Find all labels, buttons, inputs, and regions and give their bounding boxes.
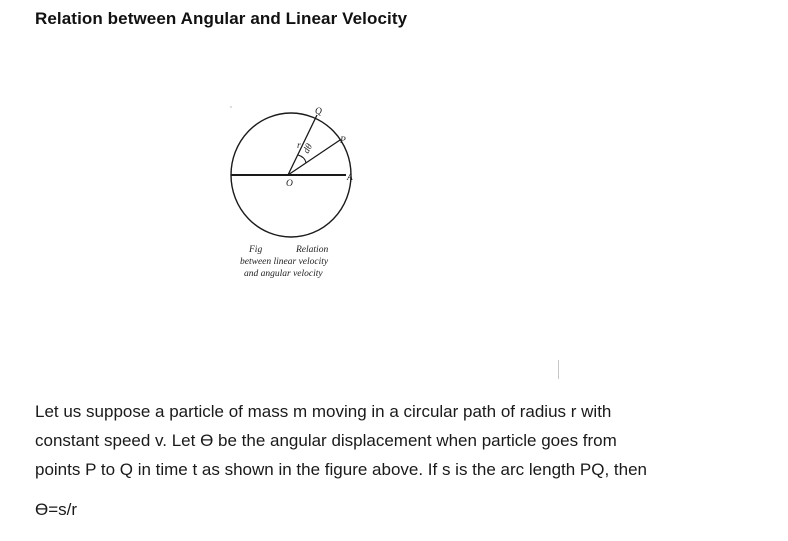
circle-diagram — [222, 100, 372, 285]
label-q: Q — [315, 107, 322, 117]
label-a: A — [347, 173, 353, 183]
text-cursor — [558, 360, 559, 379]
label-o: O — [286, 179, 293, 189]
page-title: Relation between Angular and Linear Velocity — [35, 9, 408, 28]
caption-line3: and angular velocity — [244, 269, 323, 279]
explanation-paragraph — [35, 397, 755, 484]
paragraph-line-2: constant speed v. Let Ө be the angular displacement when particle goes from — [35, 431, 617, 450]
label-r: r — [297, 141, 301, 151]
paragraph-line-3: points P to Q in time t as shown in the figure above. If s is the arc length PQ, then — [35, 460, 648, 479]
label-dtheta: dθ — [301, 142, 316, 156]
angle-arc — [298, 155, 306, 163]
caption-fig: Fig — [249, 245, 263, 255]
paragraph-line-1: Let us suppose a particle of mass m moving in a circular path of radius r with — [35, 402, 612, 421]
caption-line2: between linear velocity — [240, 257, 329, 267]
figure-angular-linear-velocity — [222, 100, 372, 285]
stray-dot — [230, 106, 231, 107]
label-p: P — [340, 136, 346, 146]
caption-relation: Relation — [296, 245, 329, 255]
formula: Ө=s/r — [35, 500, 78, 519]
